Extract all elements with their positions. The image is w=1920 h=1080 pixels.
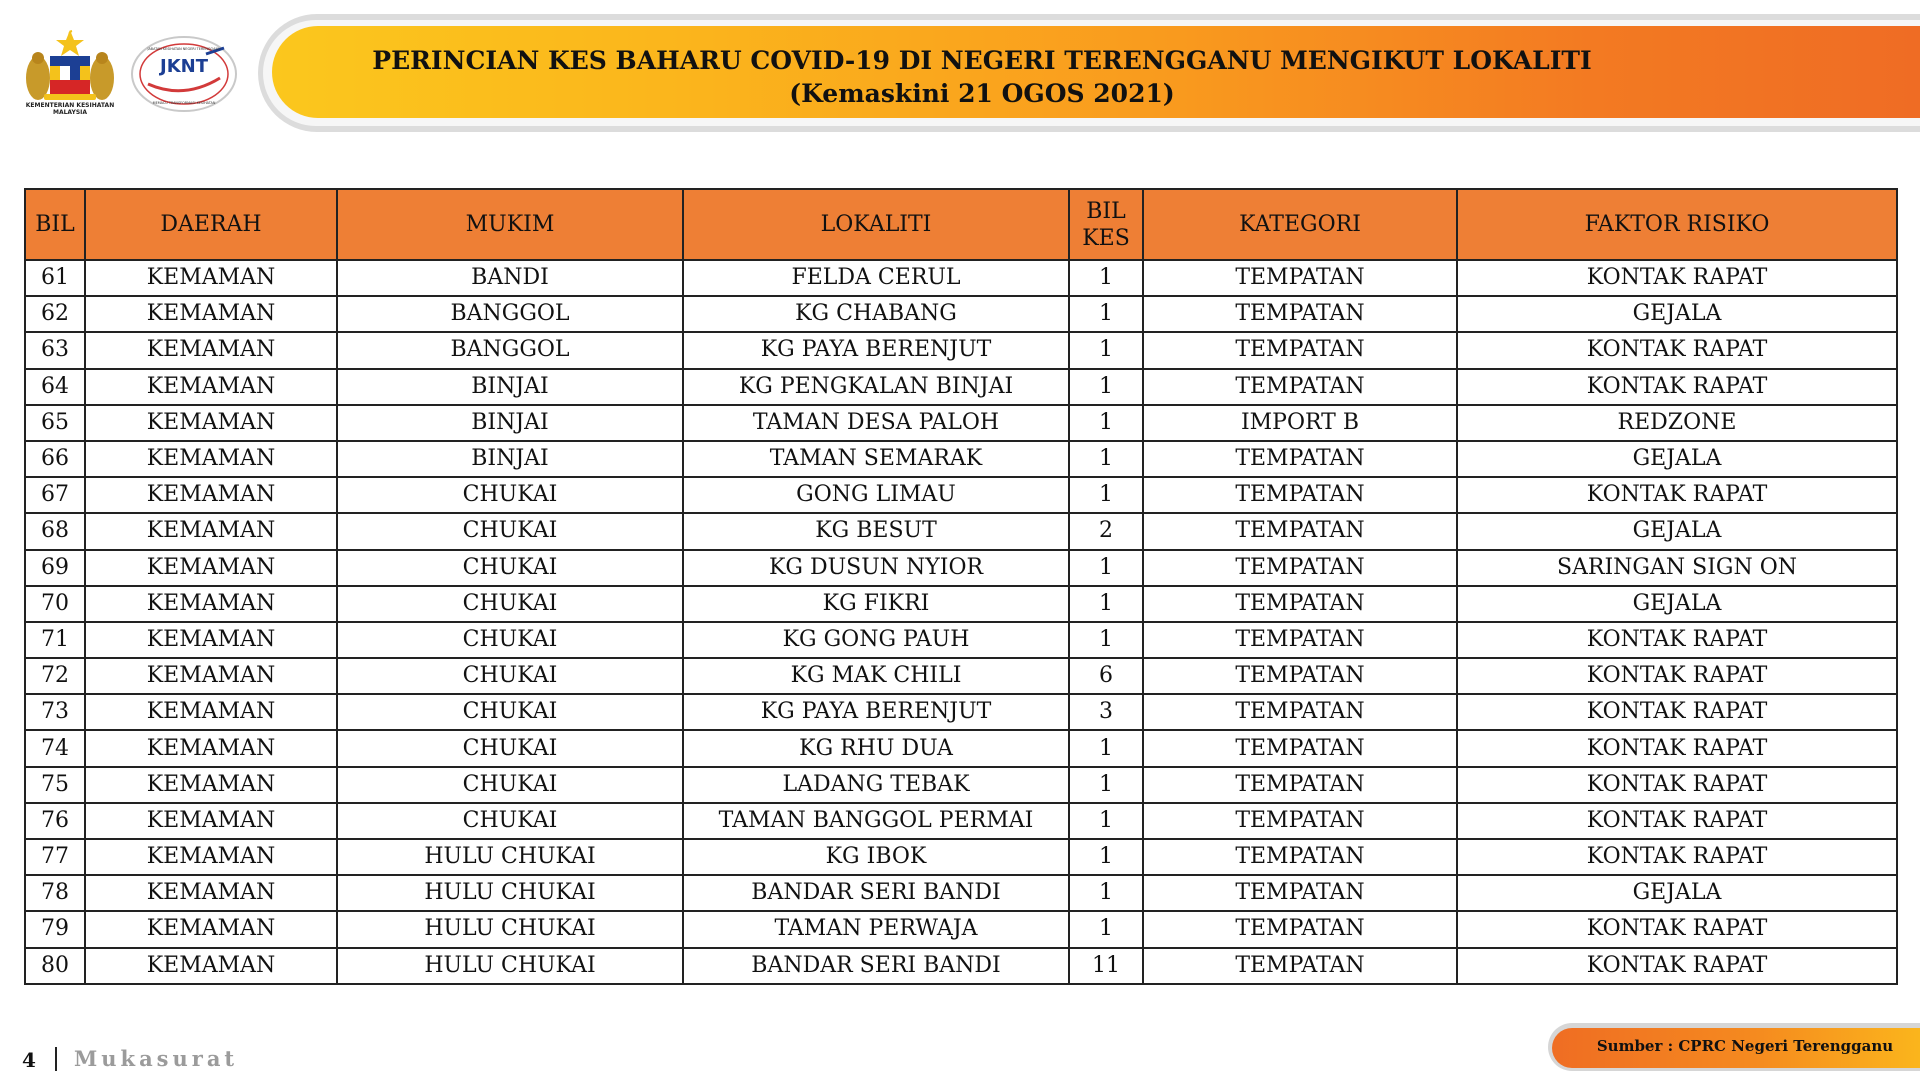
- cell-lokaliti: KG PENGKALAN BINJAI: [683, 369, 1069, 405]
- crest-caption: [20, 102, 120, 116]
- cell-lokaliti: TAMAN SEMARAK: [683, 441, 1069, 477]
- cell-bil-kes: 1: [1069, 332, 1143, 368]
- cell-kategori: TEMPATAN: [1143, 586, 1457, 622]
- col-header-mukim: MUKIM: [337, 189, 683, 260]
- cell-daerah: KEMAMAN: [85, 911, 337, 947]
- title-line-1: PERINCIAN KES BAHARU COVID-19 DI NEGERI TERENGGANU MENGIKUT LOKALITI: [372, 46, 1592, 75]
- table-row: [25, 477, 1897, 513]
- table-header-row: [25, 189, 1897, 260]
- cell-lokaliti: TAMAN BANGGOL PERMAI: [683, 803, 1069, 839]
- col-header-bil: BIL: [25, 189, 85, 260]
- cell-faktor-risiko: KONTAK RAPAT: [1457, 730, 1897, 766]
- cell-mukim: CHUKAI: [337, 767, 683, 803]
- cell-faktor-risiko: KONTAK RAPAT: [1457, 622, 1897, 658]
- cell-bil: 79: [25, 911, 85, 947]
- cell-bil-kes: 1: [1069, 911, 1143, 947]
- cell-bil: 67: [25, 477, 85, 513]
- cell-lokaliti: KG BESUT: [683, 513, 1069, 549]
- cell-kategori: TEMPATAN: [1143, 296, 1457, 332]
- cell-lokaliti: KG MAK CHILI: [683, 658, 1069, 694]
- col-header-faktor-risiko: FAKTOR RISIKO: [1457, 189, 1897, 260]
- cell-lokaliti: LADANG TEBAK: [683, 767, 1069, 803]
- table-row: [25, 332, 1897, 368]
- cell-bil-kes: 1: [1069, 767, 1143, 803]
- cell-bil-kes: 2: [1069, 513, 1143, 549]
- cell-daerah: KEMAMAN: [85, 405, 337, 441]
- cell-mukim: HULU CHUKAI: [337, 839, 683, 875]
- cell-daerah: KEMAMAN: [85, 767, 337, 803]
- cell-bil: 64: [25, 369, 85, 405]
- col-header-bil-kes-line1: BIL: [1086, 198, 1126, 224]
- cell-lokaliti: FELDA CERUL: [683, 260, 1069, 296]
- cell-daerah: KEMAMAN: [85, 550, 337, 586]
- cell-bil: 77: [25, 839, 85, 875]
- cell-daerah: KEMAMAN: [85, 369, 337, 405]
- cell-lokaliti: KG FIKRI: [683, 586, 1069, 622]
- cell-kategori: TEMPATAN: [1143, 622, 1457, 658]
- cell-lokaliti: KG GONG PAUH: [683, 622, 1069, 658]
- crest-caption-line2: MALAYSIA: [52, 109, 88, 116]
- page-label: Mukasurat: [74, 1046, 239, 1071]
- cell-bil: 73: [25, 694, 85, 730]
- cell-mukim: CHUKAI: [337, 694, 683, 730]
- cell-mukim: BANDI: [337, 260, 683, 296]
- cell-kategori: TEMPATAN: [1143, 948, 1457, 984]
- cell-bil-kes: 1: [1069, 622, 1143, 658]
- cell-bil: 68: [25, 513, 85, 549]
- cell-daerah: KEMAMAN: [85, 839, 337, 875]
- cell-mukim: BINJAI: [337, 405, 683, 441]
- cell-daerah: KEMAMAN: [85, 803, 337, 839]
- cell-lokaliti: KG DUSUN NYIOR: [683, 550, 1069, 586]
- cell-lokaliti: KG PAYA BERENJUT: [683, 332, 1069, 368]
- cell-faktor-risiko: KONTAK RAPAT: [1457, 767, 1897, 803]
- cell-bil-kes: 1: [1069, 369, 1143, 405]
- cell-bil-kes: 1: [1069, 405, 1143, 441]
- table-row: [25, 586, 1897, 622]
- cell-kategori: TEMPATAN: [1143, 260, 1457, 296]
- cell-bil: 66: [25, 441, 85, 477]
- table-row: [25, 730, 1897, 766]
- cell-kategori: TEMPATAN: [1143, 369, 1457, 405]
- cell-daerah: KEMAMAN: [85, 730, 337, 766]
- cell-faktor-risiko: SARINGAN SIGN ON: [1457, 550, 1897, 586]
- cell-bil-kes: 11: [1069, 948, 1143, 984]
- table-row: [25, 260, 1897, 296]
- cell-kategori: TEMPATAN: [1143, 513, 1457, 549]
- cell-bil-kes: 1: [1069, 586, 1143, 622]
- cell-kategori: TEMPATAN: [1143, 730, 1457, 766]
- cell-faktor-risiko: KONTAK RAPAT: [1457, 948, 1897, 984]
- col-header-bil-kes-line2: KES: [1082, 225, 1130, 251]
- cell-faktor-risiko: GEJALA: [1457, 296, 1897, 332]
- cell-mukim: HULU CHUKAI: [337, 948, 683, 984]
- cell-faktor-risiko: KONTAK RAPAT: [1457, 658, 1897, 694]
- cell-bil-kes: 1: [1069, 260, 1143, 296]
- cell-lokaliti: KG IBOK: [683, 839, 1069, 875]
- cell-mukim: CHUKAI: [337, 730, 683, 766]
- cell-bil-kes: 1: [1069, 803, 1143, 839]
- cell-mukim: HULU CHUKAI: [337, 875, 683, 911]
- table-row: [25, 875, 1897, 911]
- cell-faktor-risiko: KONTAK RAPAT: [1457, 260, 1897, 296]
- footer-divider: [55, 1047, 57, 1071]
- table-row: [25, 513, 1897, 549]
- cell-bil-kes: 1: [1069, 875, 1143, 911]
- cell-mukim: BINJAI: [337, 369, 683, 405]
- table-row: [25, 296, 1897, 332]
- cell-bil-kes: 1: [1069, 550, 1143, 586]
- col-header-bil-kes: [1069, 189, 1143, 260]
- cell-faktor-risiko: GEJALA: [1457, 441, 1897, 477]
- cell-daerah: KEMAMAN: [85, 513, 337, 549]
- cell-faktor-risiko: KONTAK RAPAT: [1457, 332, 1897, 368]
- table-body: [25, 260, 1897, 984]
- cell-kategori: TEMPATAN: [1143, 839, 1457, 875]
- cell-kategori: IMPORT B: [1143, 405, 1457, 441]
- cell-faktor-risiko: KONTAK RAPAT: [1457, 477, 1897, 513]
- cell-bil: 61: [25, 260, 85, 296]
- cell-daerah: KEMAMAN: [85, 658, 337, 694]
- cell-bil: 75: [25, 767, 85, 803]
- cell-kategori: TEMPATAN: [1143, 694, 1457, 730]
- cell-kategori: TEMPATAN: [1143, 332, 1457, 368]
- cell-mukim: CHUKAI: [337, 513, 683, 549]
- cell-mukim: BINJAI: [337, 441, 683, 477]
- cell-bil-kes: 1: [1069, 296, 1143, 332]
- cell-lokaliti: KG CHABANG: [683, 296, 1069, 332]
- jknt-logo-icon: [128, 34, 240, 114]
- cell-mukim: CHUKAI: [337, 586, 683, 622]
- cell-lokaliti: KG PAYA BERENJUT: [683, 694, 1069, 730]
- cell-daerah: KEMAMAN: [85, 586, 337, 622]
- cell-bil-kes: 1: [1069, 441, 1143, 477]
- cell-daerah: KEMAMAN: [85, 332, 337, 368]
- cell-faktor-risiko: KONTAK RAPAT: [1457, 911, 1897, 947]
- source-text: Sumber : CPRC Negeri Terengganu: [1596, 1037, 1894, 1055]
- cell-daerah: KEMAMAN: [85, 477, 337, 513]
- table-row: [25, 694, 1897, 730]
- cell-bil-kes: 1: [1069, 730, 1143, 766]
- cell-daerah: KEMAMAN: [85, 875, 337, 911]
- cell-faktor-risiko: REDZONE: [1457, 405, 1897, 441]
- cell-mukim: CHUKAI: [337, 803, 683, 839]
- cell-kategori: TEMPATAN: [1143, 767, 1457, 803]
- cell-bil: 62: [25, 296, 85, 332]
- cell-bil: 74: [25, 730, 85, 766]
- cell-bil: 76: [25, 803, 85, 839]
- cell-daerah: KEMAMAN: [85, 948, 337, 984]
- cell-bil: 71: [25, 622, 85, 658]
- cell-bil: 65: [25, 405, 85, 441]
- table-row: [25, 441, 1897, 477]
- cell-kategori: TEMPATAN: [1143, 658, 1457, 694]
- cell-faktor-risiko: GEJALA: [1457, 586, 1897, 622]
- cell-mukim: HULU CHUKAI: [337, 911, 683, 947]
- cell-kategori: TEMPATAN: [1143, 803, 1457, 839]
- cell-daerah: KEMAMAN: [85, 441, 337, 477]
- cell-lokaliti: TAMAN PERWAJA: [683, 911, 1069, 947]
- page-number: 4: [22, 1048, 36, 1072]
- cell-mukim: CHUKAI: [337, 622, 683, 658]
- col-header-kategori: KATEGORI: [1143, 189, 1457, 260]
- cell-bil: 69: [25, 550, 85, 586]
- cell-bil: 63: [25, 332, 85, 368]
- cell-mukim: CHUKAI: [337, 550, 683, 586]
- jknt-ring-bottom: MEMACU TRANSFORMASI KESIHATAN: [152, 101, 216, 105]
- cell-mukim: CHUKAI: [337, 477, 683, 513]
- table-row: [25, 550, 1897, 586]
- cell-kategori: TEMPATAN: [1143, 911, 1457, 947]
- cell-bil-kes: 1: [1069, 839, 1143, 875]
- table-row: [25, 948, 1897, 984]
- cell-mukim: BANGGOL: [337, 296, 683, 332]
- table-row: [25, 622, 1897, 658]
- cell-bil-kes: 3: [1069, 694, 1143, 730]
- cell-kategori: TEMPATAN: [1143, 550, 1457, 586]
- cell-faktor-risiko: GEJALA: [1457, 513, 1897, 549]
- table-row: [25, 405, 1897, 441]
- cell-bil-kes: 1: [1069, 477, 1143, 513]
- cell-lokaliti: KG RHU DUA: [683, 730, 1069, 766]
- cell-faktor-risiko: KONTAK RAPAT: [1457, 803, 1897, 839]
- cell-faktor-risiko: KONTAK RAPAT: [1457, 839, 1897, 875]
- col-header-daerah: DAERAH: [85, 189, 337, 260]
- table-row: [25, 839, 1897, 875]
- jknt-mark: JKNT: [160, 56, 208, 77]
- cases-table: [24, 188, 1898, 985]
- cell-bil: 70: [25, 586, 85, 622]
- cell-faktor-risiko: KONTAK RAPAT: [1457, 694, 1897, 730]
- cell-mukim: CHUKAI: [337, 658, 683, 694]
- table-row: [25, 911, 1897, 947]
- cell-daerah: KEMAMAN: [85, 296, 337, 332]
- logo-group: [20, 28, 250, 123]
- cell-daerah: KEMAMAN: [85, 260, 337, 296]
- cell-bil: 80: [25, 948, 85, 984]
- cell-bil-kes: 6: [1069, 658, 1143, 694]
- cell-lokaliti: BANDAR SERI BANDI: [683, 948, 1069, 984]
- cell-kategori: TEMPATAN: [1143, 441, 1457, 477]
- cell-lokaliti: BANDAR SERI BANDI: [683, 875, 1069, 911]
- table-row: [25, 369, 1897, 405]
- cell-daerah: KEMAMAN: [85, 622, 337, 658]
- cell-faktor-risiko: KONTAK RAPAT: [1457, 369, 1897, 405]
- cell-faktor-risiko: GEJALA: [1457, 875, 1897, 911]
- cell-mukim: BANGGOL: [337, 332, 683, 368]
- col-header-lokaliti: LOKALITI: [683, 189, 1069, 260]
- cell-bil: 78: [25, 875, 85, 911]
- jknt-ring-top: JABATAN KESIHATAN NEGERI TERENGGANU: [147, 47, 221, 51]
- cell-lokaliti: TAMAN DESA PALOH: [683, 405, 1069, 441]
- table-row: [25, 803, 1897, 839]
- cell-daerah: KEMAMAN: [85, 694, 337, 730]
- cell-lokaliti: GONG LIMAU: [683, 477, 1069, 513]
- page-title: [272, 44, 1692, 110]
- title-line-2: (Kemaskini 21 OGOS 2021): [789, 79, 1175, 108]
- table-row: [25, 658, 1897, 694]
- cell-kategori: TEMPATAN: [1143, 875, 1457, 911]
- cell-bil: 72: [25, 658, 85, 694]
- crest-caption-line1: KEMENTERIAN KESIHATAN: [25, 102, 115, 109]
- cell-kategori: TEMPATAN: [1143, 477, 1457, 513]
- table-row: [25, 767, 1897, 803]
